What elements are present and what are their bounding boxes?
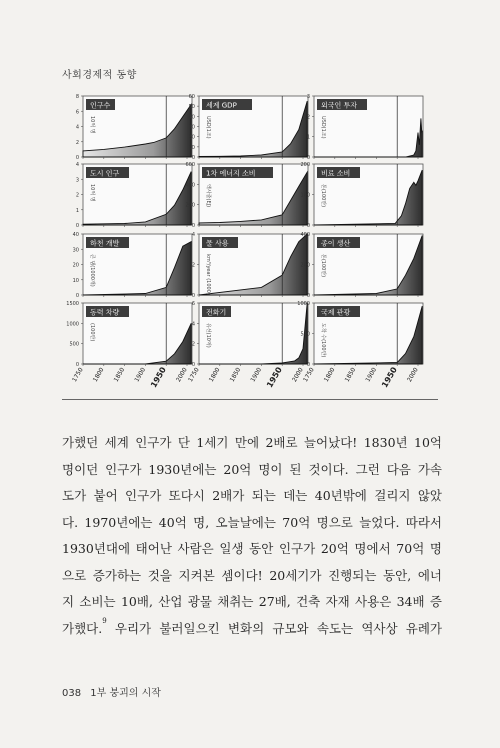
- y-tick-label: 1: [75, 207, 79, 214]
- panel-title: 인구수: [90, 101, 111, 110]
- chart-panel: [300, 162, 423, 229]
- chart-panel: [307, 94, 423, 161]
- y-tick-label: 0: [191, 362, 195, 368]
- x-tick-label: 1900: [133, 366, 148, 384]
- x-tick-label: 2000: [406, 366, 420, 384]
- y-tick-label: 0: [306, 293, 310, 299]
- y-tick-label: 1: [306, 134, 310, 141]
- body-text-part: 우리가 불러일으킨 변화의 규모와 속도는 역사상 유례가: [106, 620, 442, 636]
- chart-panel: [297, 301, 423, 389]
- y-tick-label: 20: [188, 134, 195, 141]
- y-tick-label: 0: [191, 155, 195, 161]
- y-axis-label: 10억 명: [89, 116, 95, 134]
- x-tick-label: 2000: [291, 366, 305, 384]
- x-tick-label: 1750: [187, 366, 201, 384]
- chapter-title: 1부 붕괴의 시작: [90, 688, 161, 699]
- y-axis-label: 톤(100만): [320, 254, 326, 278]
- body-line: [62, 616, 442, 643]
- body-line: 1930년대에 태어난 사람은 일생 동안 인구가 20억 명에서 70억 명: [62, 541, 442, 556]
- body-line: 으로 증가하는 것을 지켜본 셈이다! 20세기가 진행되는 동안, 에너: [62, 567, 442, 583]
- page-number: 038: [62, 688, 82, 699]
- y-tick-label: 100: [300, 192, 310, 199]
- x-tick-label: 1900: [364, 366, 379, 384]
- body-line: 도가 붙어 인구가 또다시 2배가 되는 데는 40년밖에 걸리지 않았: [62, 488, 442, 503]
- y-tick-label: 2: [191, 262, 195, 269]
- chart-panel: [76, 162, 192, 229]
- x-tick-label: 1850: [228, 366, 243, 384]
- y-tick-label: 6: [191, 301, 195, 307]
- y-tick-label: 60: [188, 94, 195, 100]
- divider-rule: [62, 399, 438, 400]
- panel-title: 전화기: [206, 308, 227, 317]
- y-tick-label: 4: [191, 321, 195, 328]
- y-tick-label: 1000: [66, 321, 79, 328]
- y-tick-label: 2: [75, 139, 79, 146]
- chart-panel: [192, 232, 308, 299]
- y-tick-label: 0: [306, 223, 310, 229]
- chart-panel: [76, 94, 192, 161]
- y-tick-label: 40: [188, 114, 195, 121]
- y-tick-label: 4: [191, 232, 195, 238]
- panel-title: 동력 차량: [90, 308, 120, 317]
- chart-panel: [189, 94, 308, 161]
- y-tick-label: 1000: [297, 301, 310, 307]
- y-axis-label: USD(1조): [320, 116, 326, 139]
- y-tick-label: 4: [75, 162, 79, 168]
- panel-title: 도시 인구: [90, 169, 120, 178]
- panel-title: 1차 에너지 소비: [206, 169, 256, 178]
- y-tick-label: 2: [306, 114, 310, 121]
- y-tick-label: 1500: [66, 301, 79, 307]
- body-text-part: 가했다.: [62, 620, 103, 636]
- y-tick-label: 2: [75, 192, 79, 199]
- y-tick-label: 200: [185, 202, 195, 209]
- y-tick-label: 200: [300, 262, 310, 269]
- x-tick-label: 1800: [322, 366, 337, 384]
- chart-panel: [300, 232, 423, 299]
- y-tick-label: 400: [185, 182, 195, 189]
- y-axis-label: (100만): [89, 323, 95, 342]
- body-line: 다. 1970년에는 40억 명, 오늘날에는 70억 명으로 늘었다. 따라서: [62, 514, 442, 530]
- x-tick-label: 1800: [91, 366, 106, 384]
- body-line: 가했던 세계 인구가 단 1세기 만에 2배로 늘어났다! 1830년 10억: [62, 435, 442, 450]
- y-tick-label: 30: [188, 124, 195, 131]
- y-axis-label: 유선(10억): [205, 323, 211, 348]
- chart-panel: [187, 301, 308, 389]
- y-tick-label: 2: [191, 341, 195, 348]
- y-tick-label: 0: [75, 362, 79, 368]
- y-tick-label: 400: [300, 232, 310, 238]
- x-tick-label: 1750: [71, 366, 85, 384]
- chart-panel: [185, 162, 308, 229]
- y-tick-label: 0: [306, 155, 310, 161]
- y-tick-label: 30: [72, 247, 79, 254]
- x-tick-label: 1950: [380, 365, 399, 390]
- panel-title: 외국인 투자: [321, 101, 358, 110]
- panel-title: 하천 개발: [90, 239, 120, 248]
- y-tick-label: 0: [75, 223, 79, 229]
- x-tick-label: 1850: [343, 366, 358, 384]
- x-tick-label: 1750: [302, 366, 316, 384]
- body-line: 지 소비는 10배, 산업 광물 채취는 27배, 건축 자재 사용은 34배 증: [62, 594, 442, 609]
- y-axis-label: 큰 댐(1000개): [89, 254, 95, 287]
- page-footer: [62, 684, 161, 699]
- y-tick-label: 600: [185, 162, 195, 168]
- x-tick-label: 1950: [265, 365, 284, 390]
- y-tick-label: 6: [75, 109, 79, 116]
- panel-title: 종이 생산: [321, 239, 351, 248]
- y-axis-label: 톤(100만): [320, 184, 326, 208]
- panel-title: 물 사용: [206, 239, 229, 248]
- panel-title: 국제 관광: [321, 308, 351, 317]
- body-line: 명이던 인구가 1930년에는 20억 명이 된 것이다. 그런 다음 가속: [62, 461, 442, 477]
- y-tick-label: 40: [72, 232, 79, 238]
- y-tick-label: 0: [306, 362, 310, 368]
- y-tick-label: 3: [75, 177, 79, 184]
- y-tick-label: 4: [75, 124, 79, 131]
- y-axis-label: 10억 명: [89, 184, 95, 202]
- y-tick-label: 0: [191, 293, 195, 299]
- y-tick-label: 10: [72, 277, 79, 284]
- y-axis-label: km³/year (1000): [205, 254, 211, 295]
- y-tick-label: 500: [300, 331, 310, 338]
- section-header: 사회경제적 동향: [62, 70, 137, 81]
- chart-panel: [73, 232, 192, 299]
- y-tick-label: 10: [188, 144, 195, 151]
- chart-panel: [66, 301, 192, 389]
- y-tick-label: 20: [72, 262, 79, 269]
- y-tick-label: 500: [69, 341, 79, 348]
- footnote-marker: 9: [102, 616, 107, 625]
- y-tick-label: 50: [188, 104, 195, 111]
- y-tick-label: 0: [75, 155, 79, 161]
- panel-title: 세계 GDP: [206, 101, 237, 110]
- y-axis-label: 엑사줄(EJ): [205, 184, 211, 208]
- y-tick-label: 0: [75, 293, 79, 299]
- x-tick-label: 1900: [249, 366, 264, 384]
- body-text: [62, 430, 442, 642]
- y-tick-label: 3: [306, 94, 310, 100]
- y-axis-label: 도착 수(100만): [320, 323, 326, 358]
- x-tick-label: 2000: [175, 366, 189, 384]
- y-axis-label: USD(1조): [205, 116, 211, 139]
- panel-title: 비료 소비: [321, 169, 351, 178]
- y-tick-label: 8: [75, 94, 79, 100]
- y-tick-label: 200: [300, 162, 310, 168]
- x-tick-label: 1950: [149, 365, 168, 390]
- x-tick-label: 1800: [207, 366, 222, 384]
- y-tick-label: 0: [191, 223, 195, 229]
- x-tick-label: 1850: [112, 366, 127, 384]
